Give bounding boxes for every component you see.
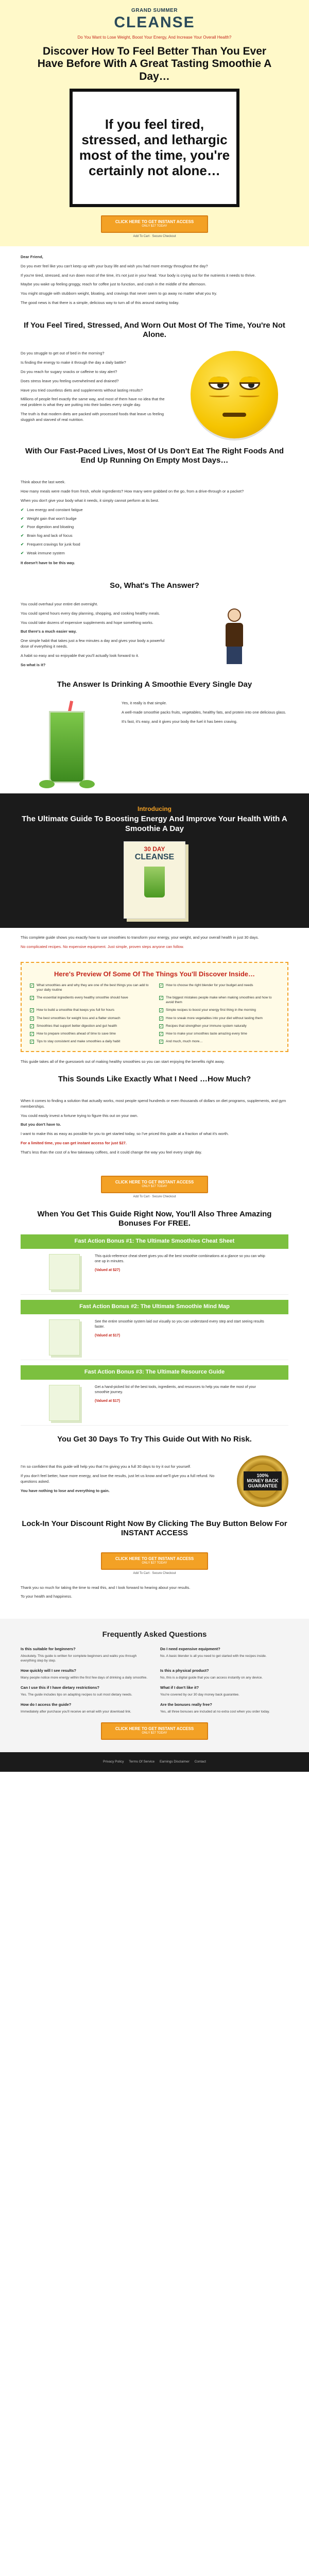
checkbox-icon: ✓ <box>160 996 163 1001</box>
cost-paragraph: But you don't have to. <box>21 1122 61 1127</box>
footer-link-privacy[interactable]: Privacy Policy <box>103 1760 124 1764</box>
eye-bag-left <box>209 394 230 397</box>
faq-answer: Immediately after purchase you'll receive an email with your download link. <box>21 1709 131 1714</box>
empty-paragraph: When you don't give your body what it needs, it simply cannot perform at its best. <box>21 498 160 503</box>
faq-answer: Yes. The guide includes tips on adapting recipes to suit most dietary needs. <box>21 1692 132 1697</box>
bonus-2-header: Fast Action Bonus #2: The Ultimate Smoothie Mind Map <box>21 1300 288 1314</box>
lock-paragraph: Thank you so much for taking the time to read this, and I look forward to hearing about your results. <box>21 1585 191 1590</box>
guide-paragraph: This complete guide shows you exactly how to use smoothies to transform your energy, your weight, and your overall health in just 30 days. <box>21 935 259 940</box>
cta-sub: ONLY $27 TODAY <box>142 225 167 228</box>
answer-q-paragraph: A habit so easy and so enjoyable that you'll actually look forward to it. <box>21 653 139 658</box>
answer-q-paragraph: You could overhaul your entire diet overnight. <box>21 601 98 606</box>
eye-bag-right <box>239 394 260 397</box>
hero-title: Discover How To Feel Better Than You Ever Have Before With A Great Tasting Smoothie A Day… <box>37 45 272 83</box>
check-icon: ✔ <box>21 507 24 512</box>
lock-paragraph: To your health and happiness. <box>21 1594 73 1599</box>
tired-text <box>21 351 172 438</box>
check-icon: ✔ <box>21 516 24 521</box>
faq-section <box>0 1619 309 1752</box>
bonus-value: (Valued at $27) <box>95 1268 121 1273</box>
cta-label: CLICK HERE TO GET INSTANT ACCESS <box>115 219 194 224</box>
hero-section <box>0 0 309 246</box>
faq-answer: No, this is a digital guide that you can access instantly on any device. <box>160 1675 263 1680</box>
cost-heading: This Sounds Like Exactly What I Need …How Much? <box>58 1074 251 1083</box>
faq-answer: No. A basic blender is all you need to get started with the recipes inside. <box>160 1654 267 1658</box>
cta-button-bottom[interactable] <box>101 1552 208 1570</box>
bonus-3 <box>21 1380 288 1426</box>
bonus-description: This quick-reference cheat sheet gives you all the best smoothie combinations at a glance so you can whip one up in minutes. <box>95 1254 265 1263</box>
cost-paragraph: For a limited time, you can get instant access for just $27. <box>21 1141 127 1146</box>
cost-paragraph: I want to make this as easy as possible for you to get started today, so I've priced this guide at a fraction of what it's worth. <box>21 1131 229 1137</box>
preview-item-text: How to choose the right blender for your budget and needs <box>166 984 253 988</box>
faq-question: Are the bonuses really free? <box>160 1702 212 1707</box>
faq-answer: Many people notice more energy within the first few days of drinking a daily smoothie. <box>21 1675 148 1680</box>
introducing-section <box>0 793 309 928</box>
preview-item-text: What smoothies are and why they are one of the best things you can add to your daily routine <box>37 984 149 992</box>
seal-top: 100% <box>256 1472 269 1478</box>
footer-link-disclaimer[interactable]: Earnings Disclaimer <box>159 1760 190 1764</box>
tired-emoji-col <box>180 351 288 438</box>
list-item <box>21 533 288 539</box>
faq-item <box>21 1702 149 1714</box>
guarantee-seal-icon <box>237 1455 288 1507</box>
eye-left <box>209 377 229 390</box>
list-item <box>21 542 288 548</box>
tired-paragraph: Have you tried countless diets and supplements without lasting results? <box>21 387 143 393</box>
faq-question: How quickly will I see results? <box>21 1668 76 1673</box>
list-item <box>21 524 288 530</box>
guarantee-text <box>21 1464 230 1498</box>
preview-item <box>159 983 279 992</box>
logo-top-text: GRAND SUMMER <box>131 8 178 13</box>
list-item-text: Weak immune system <box>27 551 65 556</box>
guarantee-paragraph: You have nothing to lose and everything to gain. <box>21 1488 110 1493</box>
checkbox-icon: ✓ <box>160 1040 163 1044</box>
checkbox-icon: ✓ <box>30 1040 33 1044</box>
answer-question-section <box>0 597 309 677</box>
guarantee-paragraph: If you don't feel better, have more energy, and love the results, just let us know and we'll give you a full refund. No questions asked. <box>21 1473 215 1484</box>
cta-label: CLICK HERE TO GET INSTANT ACCESS <box>115 1556 194 1561</box>
check-icon: ✔ <box>21 551 24 556</box>
faq-question: Can I use this if I have dietary restrictions? <box>21 1685 99 1690</box>
cover-title: CLEANSE <box>134 852 175 861</box>
answer-q-paragraph: You could take dozens of expensive supplements and hope something works. <box>21 620 153 625</box>
preview-item-text: How to sneak more vegetables into your diet without tasting them <box>166 1016 263 1020</box>
lock-heading: Lock-In Your Discount Right Now By Clicking The Buy Button Below For INSTANT ACCESS <box>22 1519 287 1537</box>
cover-smoothie-icon <box>144 867 165 897</box>
faq-item <box>160 1647 288 1663</box>
bonus-2-text <box>95 1319 268 1355</box>
guarantee-paragraph: I'm so confident that this guide will help you that I'm giving you a full 30 days to try it out for yourself. <box>21 1464 191 1469</box>
answer-paragraph: It's fast, it's easy, and it gives your body the fuel it has been craving. <box>122 719 237 724</box>
checkbox-icon: ✓ <box>30 984 33 988</box>
list-item <box>21 516 288 522</box>
checkbox-icon: ✓ <box>160 984 163 988</box>
bonus-value: (Valued at $17) <box>95 1333 121 1337</box>
answer-text <box>122 701 288 788</box>
tired-paragraph: Does stress leave you feeling overwhelmed and drained? <box>21 378 119 383</box>
preview-item <box>159 1016 279 1021</box>
bonus-1-text <box>95 1254 268 1290</box>
checkbox-icon: ✓ <box>30 1016 33 1021</box>
checkbox-icon: ✓ <box>160 1009 163 1013</box>
preview-item <box>159 1039 279 1044</box>
preview-item <box>30 1008 150 1012</box>
preview-item <box>159 1024 279 1028</box>
preview-item <box>30 1016 150 1021</box>
bonus-3-text <box>95 1385 268 1421</box>
mouth <box>222 413 246 417</box>
preview-item-text: And much, much more… <box>166 1039 203 1043</box>
product-cover-wrap <box>21 841 288 919</box>
guarantee-section <box>0 1450 309 1512</box>
check-icon: ✔ <box>21 533 24 538</box>
preview-item-text: Simple recipes to boost your energy first thing in the morning <box>166 1008 256 1012</box>
faq-question: How do I access the guide? <box>21 1702 72 1707</box>
preview-box <box>21 962 288 1052</box>
footer-link-contact[interactable]: Contact <box>194 1760 206 1764</box>
cta-note: Add To Cart · Secure Checkout <box>133 1571 176 1575</box>
list-item-text: Weight gain that won't budge <box>27 516 77 521</box>
preview-item-text: The biggest mistakes people make when making smoothies and how to avoid them <box>166 996 272 1005</box>
tired-paragraph: Do you reach for sugary snacks or caffeine to stay alert? <box>21 369 117 374</box>
hero-subtitle: Do You Want to Lose Weight, Boost Your Energy, And Increase Your Overall Health? <box>77 35 232 40</box>
faq-grid <box>21 1647 288 1714</box>
cta-sub: ONLY $27 TODAY <box>142 1732 167 1735</box>
bonus-value: (Valued at $17) <box>95 1399 121 1403</box>
list-item-text: Poor digestion and bloating <box>27 524 74 530</box>
cta-button-faq[interactable] <box>101 1722 208 1740</box>
cta-sub: ONLY $27 TODAY <box>142 1185 167 1189</box>
cta-button-top[interactable] <box>101 215 208 233</box>
bonus-3-image <box>41 1385 88 1421</box>
cta-area-3 <box>0 1544 309 1583</box>
cost-section <box>0 1090 309 1167</box>
seal-bottom: GUARANTEE <box>248 1483 278 1488</box>
preview-item <box>30 995 150 1005</box>
faq-question: Is this a physical product? <box>160 1668 209 1673</box>
cost-paragraph: You could easily invest a fortune trying to figure this out on your own. <box>21 1113 139 1118</box>
bonus-description: See the entire smoothie system laid out visually so you can understand every step and start seeing results faster. <box>95 1319 264 1329</box>
checkbox-icon: ✓ <box>30 1024 33 1028</box>
faq-answer: You're covered by our 30 day money back guarantee. <box>160 1692 239 1697</box>
empty-paragraph: How many meals were made from fresh, whole ingredients? How many were grabbed on the go, from a drive-through or a packet? <box>21 488 244 494</box>
answer-q-paragraph: But there's a much easier way. <box>21 629 77 634</box>
checkbox-icon: ✓ <box>160 1032 163 1036</box>
answer-q-paragraph: One simple habit that takes just a few minutes a day and gives your body a powerful dose of everything it needs. <box>21 638 165 649</box>
faq-item <box>21 1647 149 1663</box>
checkbox-icon: ✓ <box>160 1024 163 1028</box>
preview-closing: This guide takes all of the guesswork out of making healthy smoothies so you can start enjoying the benefits right away. <box>21 1059 225 1064</box>
preview-item <box>159 1008 279 1012</box>
faq-question: What if I don't like it? <box>160 1685 199 1690</box>
eye-right <box>239 377 260 390</box>
seal-inner <box>244 1471 281 1491</box>
preview-item-text: How to prepare smoothies ahead of time to save time <box>37 1031 116 1036</box>
cta-note: Add To Cart · Secure Checkout <box>133 1195 176 1199</box>
tired-heading: If You Feel Tired, Stressed, And Worn Out Most Of The Time, You're Not Alone. <box>24 321 285 340</box>
lock-section <box>0 1583 309 1612</box>
product-cover-image <box>124 841 185 919</box>
cta-note: Add To Cart · Secure Checkout <box>133 235 176 239</box>
faq-answer: Absolutely. This guide is written for complete beginners and walks you through everything step by step. <box>21 1654 137 1663</box>
faq-item <box>160 1685 288 1697</box>
symptom-checklist <box>21 507 288 556</box>
faq-answer: Yes, all three bonuses are included at no extra cost when you order today. <box>160 1709 270 1714</box>
faq-item <box>21 1668 149 1680</box>
tired-paragraph: The truth is that modern diets are packed with processed foods that leave us feeling sluggish and starved of real nutrition. <box>21 412 164 422</box>
cta-area-1 <box>0 207 309 246</box>
preview-item <box>159 1031 279 1036</box>
empty-closing: It doesn't have to be this way. <box>21 560 75 565</box>
cta-label: CLICK HERE TO GET INSTANT ACCESS <box>115 1179 194 1184</box>
faq-title: Frequently Asked Questions <box>102 1630 207 1639</box>
preview-item-text: The best smoothies for weight loss and a flatter stomach <box>37 1016 121 1020</box>
answer-question-heading: So, What's The Answer? <box>110 581 199 590</box>
answer-section <box>0 696 309 793</box>
list-item <box>21 507 288 513</box>
empty-paragraph: Think about the last week. <box>21 480 66 485</box>
hero-video[interactable] <box>70 89 239 207</box>
tired-section <box>0 346 309 444</box>
intro-paragraph: Maybe you wake up feeling groggy, reach for coffee just to function, and crash in the middle of the afternoon. <box>21 282 207 287</box>
cta-area-4 <box>21 1714 288 1740</box>
preview-title: Here's Preview Of Some Of The Things You'll Discover Inside… <box>54 970 255 978</box>
smoothie-glass-image <box>36 701 98 788</box>
bonus-2-image <box>41 1319 88 1355</box>
thinking-figure-col <box>180 602 288 672</box>
footer <box>0 1752 309 1771</box>
faq-item <box>160 1668 288 1680</box>
list-item-text: Frequent cravings for junk food <box>27 542 80 547</box>
cost-paragraph: That's less than the cost of a few takeaway coffees, and it could change the way you feel every single day. <box>21 1150 202 1155</box>
preview-item <box>30 983 150 992</box>
tired-paragraph: Do you struggle to get out of bed in the morning? <box>21 351 105 356</box>
checkbox-icon: ✓ <box>30 996 33 1001</box>
cta-sub: ONLY $27 TODAY <box>142 1562 167 1565</box>
preview-item-text: How to build a smoothie that keeps you full for hours <box>37 1008 115 1012</box>
greeting: Dear Friend, <box>21 254 43 259</box>
preview-item-text: How to make your smoothies taste amazing every time <box>166 1031 247 1036</box>
preview-grid <box>30 983 279 1044</box>
video-text: If you feel tired, stressed, and lethargic most of the time, you're certainly not alone… <box>79 116 230 178</box>
answer-paragraph: Yes, it really is that simple. <box>122 700 167 705</box>
answer-question-text <box>21 602 172 672</box>
list-item-text: Low energy and constant fatigue <box>27 507 83 512</box>
checkbox-icon: ✓ <box>30 1032 33 1036</box>
checkbox-icon: ✓ <box>30 1009 33 1013</box>
empty-section <box>0 471 309 578</box>
guarantee-heading: You Get 30 Days To Try This Guide Out With No Risk. <box>57 1434 252 1444</box>
intro-paragraph: You might struggle with stubborn weight, bloating, and cravings that never seem to go away no matter what you try. <box>21 291 217 296</box>
cta-label: CLICK HERE TO GET INSTANT ACCESS <box>115 1726 194 1731</box>
logo <box>0 5 309 30</box>
thinking-person-image <box>219 608 250 665</box>
preview-item-text: Smoothies that support better digestion and gut health <box>37 1024 117 1028</box>
faq-question: Do I need expensive equipment? <box>160 1647 220 1651</box>
bonus-1-header: Fast Action Bonus #1: The Ultimate Smoothies Cheat Sheet <box>21 1234 288 1249</box>
tired-paragraph: Millions of people feel exactly the same way, and most of them have no idea that the real problem is what they are putting into their bodies every single day. <box>21 397 165 408</box>
faq-item <box>21 1685 149 1697</box>
list-item <box>21 551 288 556</box>
cta-area-2 <box>0 1167 309 1207</box>
introducing-title: The Ultimate Guide To Boosting Energy And Improve Your Health With A Smoothie A Day <box>22 815 287 833</box>
answer-q-paragraph: You could spend hours every day planning, shopping, and cooking healthy meals. <box>21 611 160 616</box>
tired-paragraph: Is finding the energy to make it through the day a daily battle? <box>21 360 126 365</box>
bonus-1-image <box>41 1254 88 1290</box>
cost-paragraph: When it comes to finding a solution that actually works, most people spend hundreds or even thousands of dollars on diet programs, supplements, and gym memberships. <box>21 1098 286 1109</box>
intro-section <box>0 246 309 318</box>
faq-item <box>160 1702 288 1714</box>
bonus-1 <box>21 1249 288 1295</box>
bonus-heading: When You Get This Guide Right Now, You'll Also Three Amazing Bonuses For FREE. <box>37 1209 272 1228</box>
answer-q-paragraph: So what is it? <box>21 662 46 667</box>
bonus-description: Get a hand-picked list of the best tools, ingredients, and resources to help you make the most of your smoothie journey. <box>95 1385 256 1394</box>
bonus-3-header: Fast Action Bonus #3: The Ultimate Resource Guide <box>21 1365 288 1380</box>
answer-paragraph: A well-made smoothie packs fruits, vegetables, healthy fats, and protein into one delicious glass. <box>122 709 286 715</box>
check-icon: ✔ <box>21 524 24 530</box>
logo-main-text: CLEANSE <box>114 13 195 31</box>
answer-heading: The Answer Is Drinking A Smoothie Every Single Day <box>57 680 252 689</box>
list-item-text: Brain fog and lack of focus <box>27 533 73 538</box>
footer-link-terms[interactable]: Terms Of Service <box>129 1760 155 1764</box>
introducing-label: Introducing <box>138 805 171 812</box>
preview-closing-section <box>0 1057 309 1072</box>
preview-item <box>30 1039 150 1044</box>
empty-heading: With Our Fast-Paced Lives, Most Of Us Don't Eat The Right Foods And End Up Running On Empty Most Days… <box>25 447 284 465</box>
preview-item <box>30 1031 150 1036</box>
preview-item-text: The essential ingredients every healthy smoothie should have <box>37 996 128 1000</box>
checkbox-icon: ✓ <box>160 1016 163 1021</box>
intro-paragraph: Do you ever feel like you can't keep up with your busy life and wish you had more energy throughout the day? <box>21 263 208 268</box>
bonus-2 <box>21 1314 288 1360</box>
guide-paragraph: No complicated recipes. No expensive equipment. Just simple, proven steps anyone can follow. <box>21 944 184 949</box>
preview-item <box>159 995 279 1005</box>
tired-face-image <box>191 351 278 438</box>
preview-item-text: Recipes that strengthen your immune system naturally <box>166 1024 247 1028</box>
guide-description <box>0 928 309 957</box>
seal-mid: MONEY BACK <box>247 1478 279 1483</box>
preview-item-text: Tips to stay consistent and make smoothies a daily habit <box>37 1039 121 1043</box>
intro-paragraph: If you're tired, stressed, and run down most of the time, it's not just in your head. Your body is crying out for the nutrients it needs to thrive. <box>21 273 256 278</box>
intro-paragraph: The good news is that there is a simple, delicious way to turn all of this around starting today. <box>21 300 179 306</box>
preview-item <box>30 1024 150 1028</box>
cover-days: 30 DAY <box>144 845 165 853</box>
faq-question: Is this suitable for beginners? <box>21 1647 76 1651</box>
cta-button-middle[interactable] <box>101 1176 208 1193</box>
check-icon: ✔ <box>21 542 24 547</box>
smoothie-image-col <box>21 701 113 788</box>
